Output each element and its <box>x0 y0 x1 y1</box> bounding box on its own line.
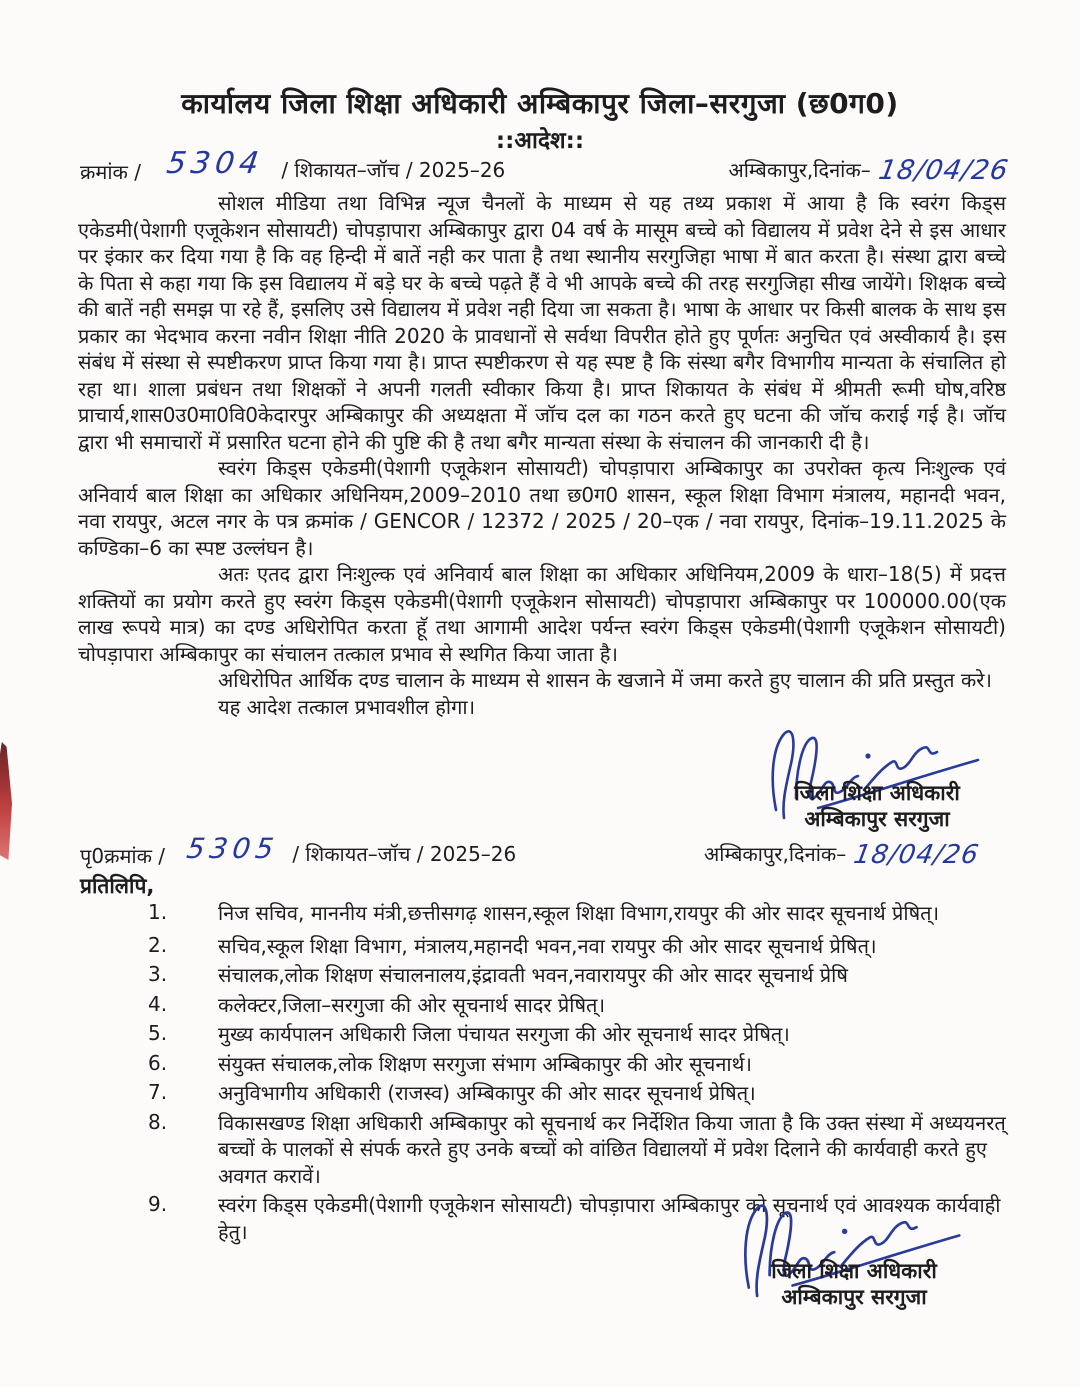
list-item-number: 4. <box>148 991 168 1016</box>
list-item <box>148 1051 1006 1078</box>
endorsement-number-row <box>80 834 516 867</box>
list-item <box>148 1080 1006 1107</box>
place-date-label: अम्बिकापुर,दिनांक– <box>704 842 847 866</box>
reference-number-row <box>80 146 1011 186</box>
body-paragraph-2: स्वरंग किड्स एकेडमी(पेशागी एजूकेशन सोसायटी) चोपड़ापारा अम्बिकापुर का उपरोक्त कृत्य निःशुल्क एवं अनिवार्य बाल शिक्षा का अधिकार अधिनियम,2009–2010 तथा छ0ग0 शासन, स्कूल शिक्षा विभाग मंत्रालय, महानदी भवन, नवा रायपुर, अटल नगर के पत्र क्रमांक / GENCOR / 12372 / 2025 / 20–एक / नवा रायपुर, दिनांक–19.11.2025 के कण्डिका–6 का स्पष्ट उल्लंघन है। <box>78 456 1006 560</box>
list-item-number: 1. <box>148 900 168 924</box>
list-item-text: विकासखण्ड शिक्षा अधिकारी अम्बिकापुर को सूचनार्थ कर निर्देशित किया जाता है कि उक्त संस्था में अध्ययनरत् बच्चों के पालकों से संपर्क करते हुए उनके बच्चों को वांछित विद्यालयों में प्रवेश दिलाने की कार्यवाही करते हुए अवगत करावें। <box>218 1110 1006 1188</box>
handwritten-date: 18/04/26 <box>851 840 982 870</box>
handwritten-endorsement-number: 5305 <box>184 832 281 865</box>
reference-label: क्रमांक / <box>80 160 141 184</box>
order-heading: ::आदेश:: <box>495 128 585 154</box>
copies-heading: प्रतिलिपि, <box>80 874 155 898</box>
body-paragraph-5: यह आदेश तत्काल प्रभावशील होगा। <box>218 694 476 719</box>
signatory-designation: जिला शिक्षा अधिकारी <box>794 781 960 805</box>
list-item-number: 9. <box>148 1192 168 1216</box>
signature-block-top <box>704 724 1022 870</box>
list-item-text: कलेक्टर,जिला–सरगुजा की ओर सूचनार्थ सादर प्रेषित्। <box>218 992 606 1017</box>
list-item <box>148 933 1006 960</box>
signature-place-date <box>704 838 1022 868</box>
list-item-text: सचिव,स्कूल शिक्षा विभाग, मंत्रालय,महानदी भवन,नवा रायपुर की ओर सादर सूचनार्थ प्रेषित्। <box>218 933 877 958</box>
body-paragraph-4: अधिरोपित आर्थिक दण्ड चालान के माध्यम से शासन के खजाने में जमा करते हुए चालान की प्रति प्रस्तुत करे। <box>218 668 992 692</box>
list-item-number: 3. <box>148 962 168 986</box>
list-item <box>148 992 1006 1019</box>
signatory-designation: जिला शिक्षा अधिकारी <box>771 1259 937 1283</box>
signature-block-bottom <box>714 1198 994 1310</box>
list-item-number: 2. <box>148 932 168 957</box>
signatory-location: अम्बिकापुर सरगुजा <box>804 807 950 831</box>
list-item-number: 7. <box>148 1080 168 1104</box>
signatory-location: अम्बिकापुर सरगुजा <box>781 1285 927 1309</box>
list-item-text: अनुविभागीय अधिकारी (राजस्व) अम्बिकापुर की ओर सादर सूचनार्थ प्रेषित्। <box>218 1081 756 1105</box>
list-item-text: संयुक्त संचालक,लोक शिक्षण सरगुजा संभाग अम्बिकापुर की ओर सूचनार्थ। <box>218 1051 752 1076</box>
list-item-number: 6. <box>148 1050 168 1075</box>
order-body <box>78 190 1006 720</box>
list-item-number: 8. <box>148 1109 168 1134</box>
place-date-label: अम्बिकापुर,दिनांक– <box>728 158 871 182</box>
copies-list <box>148 900 1006 1248</box>
list-item <box>148 1110 1006 1190</box>
body-paragraph-3: अतः एतद द्वारा निःशुल्क एवं अनिवार्य बाल शिक्षा का अधिकार अधिनियम,2009 के धारा–18(5) में प्रदत्त शक्तियों का प्रयोग करते हुए स्वरंग किड्स एकेडमी(पेशागी एजूकेशन सोसायटी) चोपड़ापारा अम्बिकापुर पर 100000.00(एक लाख रूपये मात्र) का दण्ड अधिरोपित करता हूॅ तथा आगामी आदेश पर्यन्त स्वरंग किड्स एकेडमी(पेशागी एजूकेशन सोसायटी) चोपड़ापारा अम्बिकापुर का संचालन तत्काल प्रभाव से स्थगित किया जाता है। <box>78 562 1006 666</box>
list-item-text: संचालक,लोक शिक्षण संचालनालय,इंद्रावती भवन,नवारायपुर की ओर सादर सूचनार्थ प्रेषि <box>218 963 848 987</box>
office-title: कार्यालय जिला शिक्षा अधिकारी अम्बिकापुर जिला–सरगुजा (छ0ग0) <box>181 87 899 120</box>
case-reference-text: / शिकायत–जॉच / 2025–26 <box>281 158 506 182</box>
list-item <box>148 1021 1006 1048</box>
list-item <box>148 962 1006 989</box>
list-item-text: मुख्य कार्यपालन अधिकारी जिला पंचायत सरगुजा की ओर सूचनार्थ सादर प्रेषित्। <box>218 1022 790 1046</box>
red-ink-streak <box>0 742 12 860</box>
list-item-number: 5. <box>148 1021 168 1045</box>
endorsement-label: पृ0क्रमांक / <box>80 844 166 868</box>
list-item <box>148 900 1006 927</box>
list-item-text: निज सचिव, माननीय मंत्री,छत्तीसगढ़ शासन,स्कूल शिक्षा विभाग,रायपुर की ओर सादर सूचनार्थ प्रेषित्। <box>218 901 940 925</box>
handwritten-order-number: 5304 <box>164 146 266 181</box>
handwritten-date: 18/04/26 <box>876 155 1011 186</box>
list-item-text: स्वरंग किड्स एकेडमी(पेशागी एजूकेशन सोसायटी) चोपड़ापारा अम्बिकापुर को सूचनार्थ एवं आवश्यक कार्यवाही हेतु। <box>218 1193 1001 1244</box>
body-paragraph-1: सोशल मीडिया तथा विभिन्न न्यूज चैनलों के माध्यम से यह तथ्य प्रकाश में आया है कि स्वरंग किड्स एकेडमी(पेशागी एजूकेशन सोसायटी) चोपड़ापारा अम्बिकापुर द्वारा 04 वर्ष के मासूम बच्चे को विद्यालय में प्रवेश देने से इस आधार पर इंकार कर दिया गया है कि वह हिन्दी में बातें नही कर पाता है तथा स्थानीय सरगुजिहा भाषा में बात करता है। संस्था द्वारा बच्चे के पिता से कहा गया कि इस विद्यालय में बड़े घर के बच्चे पढ़ते हैं वे भी आपके बच्चे की तरह सरगुजिहा सीख जायेंगे। शिक्षक बच्चे की बातें नही समझ पा रहे हैं, इसलिए उसे विद्यालय में प्रवेश नही दिया जा सकता है। भाषा के आधार पर किसी बालक के साथ इस प्रकार का भेदभाव करना नवीन शिक्षा नीति 2020 के प्रावधानों से सर्वथा विपरीत होते हुए पूर्णतः अनुचित एवं अस्वीकार्य है। इस संबंध में संस्था से स्पष्टीकरण प्राप्त किया गया है। प्राप्त स्पष्टीकरण से यह स्पष्ट है कि संस्था बगैर विभागीय मान्यता के संचालित हो रहा था। शाला प्रबंधन तथा शिक्षकों ने अपनी गलती स्वीकार किया है। प्राप्त शिकायत के संबंध में श्रीमती रूमी घोष,वरिष्ठ प्राचार्य,शास0उ0मा0वि0केदारपुर अम्बिकापुर की अध्यक्षता में जॉच दल का गठन करते हुए घटना की जॉच कराई गई है। जॉच द्वारा भी समाचारों में प्रसारित घटना होने की पुष्टि की है तथा बगैर मान्यता संस्था के संचालन की जानकारी दी है। <box>78 191 1006 454</box>
case-reference-text: / शिकायत–जॉच / 2025–26 <box>292 842 517 866</box>
